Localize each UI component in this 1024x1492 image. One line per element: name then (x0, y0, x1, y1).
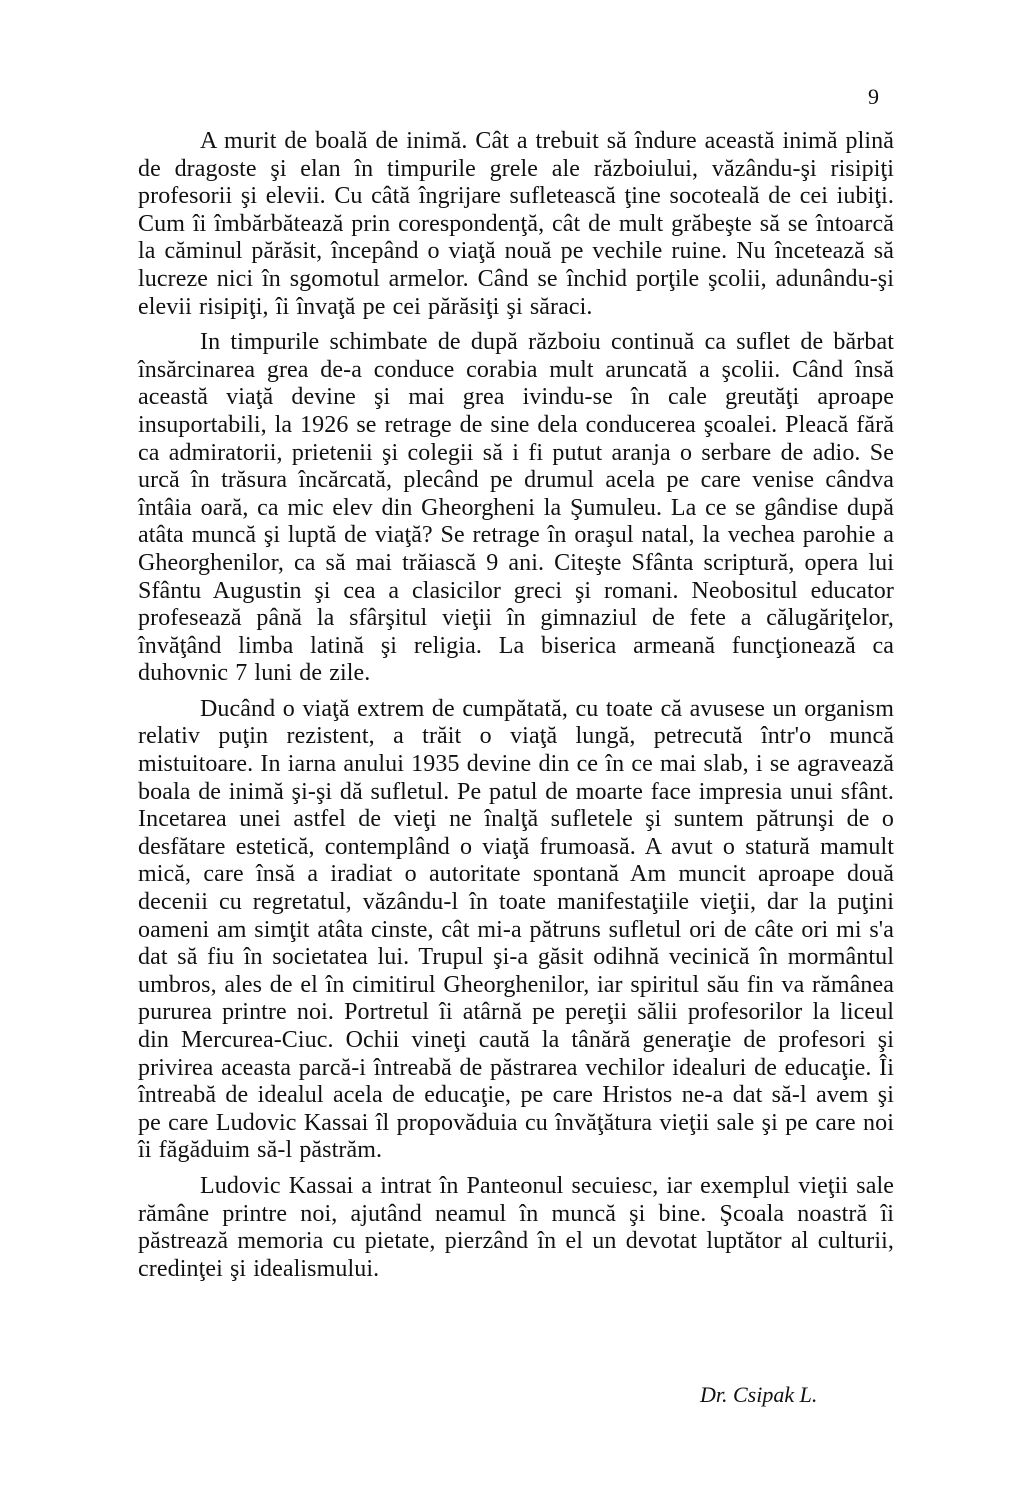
paragraph: In timpurile schimbate de după războiu continuă ca suflet de bărbat însărcinarea grea de-a conduce corabia mult aruncată a şcolii. Când însă această viaţă devine şi mai grea ivindu-se în cale greutăţi aproape insuportabili, la 1926 se retrage de sine dela conducerea şcoalei. Pleacă fără ca admiratorii, prietenii şi colegii să i fi putut aranja o serbare de adio. Se urcă în trăsura încărcată, plecând pe drumul acela pe care venise cândva întâia oară, ca mic elev din Gheorgheni la Şumuleu. La ce se gândise după atâta muncă şi luptă de viaţă? Se retrage în oraşul natal, la vechea parohie a Gheorghenilor, ca să mai trăiască 9 ani. Citeşte Sfânta scriptură, opera lui Sfântu Augustin şi cea a clasicilor greci şi romani. Neobositul educator profesează până la sfârşitul vieţii în gimnaziul de fete a călugăriţelor, învăţând limba latină şi religia. La biserica armeană funcţionează ca duhovnic 7 luni de zile. (138, 329, 894, 687)
paragraph: A murit de boală de inimă. Cât a trebuit să îndure această inimă plină de dragoste şi elan în timpurile grele ale războiului, văzându-şi risipiţi profesorii şi elevii. Cu câtă îngrijare sufletească ţine socoteală de cei iubiţi. Cum îi îmbărbătează prin corespondenţă, cât de mult grăbeşte să se întoarcă la căminul părăsit, începând o viaţă nouă pe vechile ruine. Nu încetează să lucreze nici în sgomotul armelor. Când se închid porţile şcolii, adunându-şi elevii risipiţi, îi învaţă pe cei părăsiţi şi săraci. (138, 128, 894, 320)
page-number: 9 (868, 84, 879, 109)
paragraph: Ducând o viaţă extrem de cumpătată, cu toate că avusese un organism relativ puţin rezistent, a trăit o viaţă lungă, petrecută într'o muncă mistuitoare. In iarna anului 1935 devine din ce în ce mai slab, i se agravează boala de inimă şi-şi dă sufletul. Pe patul de moarte face impresia unui sfânt. Incetarea unei astfel de vieţi ne înalţă sufletele şi suntem pătrunşi de o desfătare estetică, contemplând o viaţă frumoasă. A avut o statură mamult mică, care însă a iradiat o autoritate spontană Am muncit aproape două decenii cu regretatul, văzându-l în toate manifestaţiile vieţii, dar la puţini oameni am simţit atâta cinste, cât mi-a pătruns sufletul ori de câte ori mi s'a dat să fiu în societatea lui. Trupul şi-a găsit odihnă vecinică în mormântul umbros, ales de el în cimitirul Gheorghenilor, iar spiritul său fin va rămânea pururea printre noi. Portretul îi atârnă pe pereţii sălii profesorilor la liceul din Mercurea-Ciuc. Ochii vineţi caută la tânără generaţie de profesori şi privirea aceasta parcă-i întreabă de păstrarea vechilor idealuri de educaţie. Îi întreabă de idealul acela de educaţie, pe care Hristos ne-a dat să-l avem şi pe care Ludovic Kassai îl propovăduia cu învăţătura vieţii sale şi pe care noi îi făgăduim să-l păstrăm. (138, 695, 894, 1164)
paragraph: Ludovic Kassai a intrat în Panteonul secuiesc, iar exemplul vieţii sale rămâne printre noi, ajutând neamul în muncă şi bine. Şcoala noastră îi păstrează memoria cu pietate, pierzând în el un devotat luptător al culturii, credinţei şi idealismului. (138, 1172, 894, 1282)
article-body (138, 128, 894, 1291)
author-signature: Dr. Csipak L. (700, 1382, 818, 1407)
